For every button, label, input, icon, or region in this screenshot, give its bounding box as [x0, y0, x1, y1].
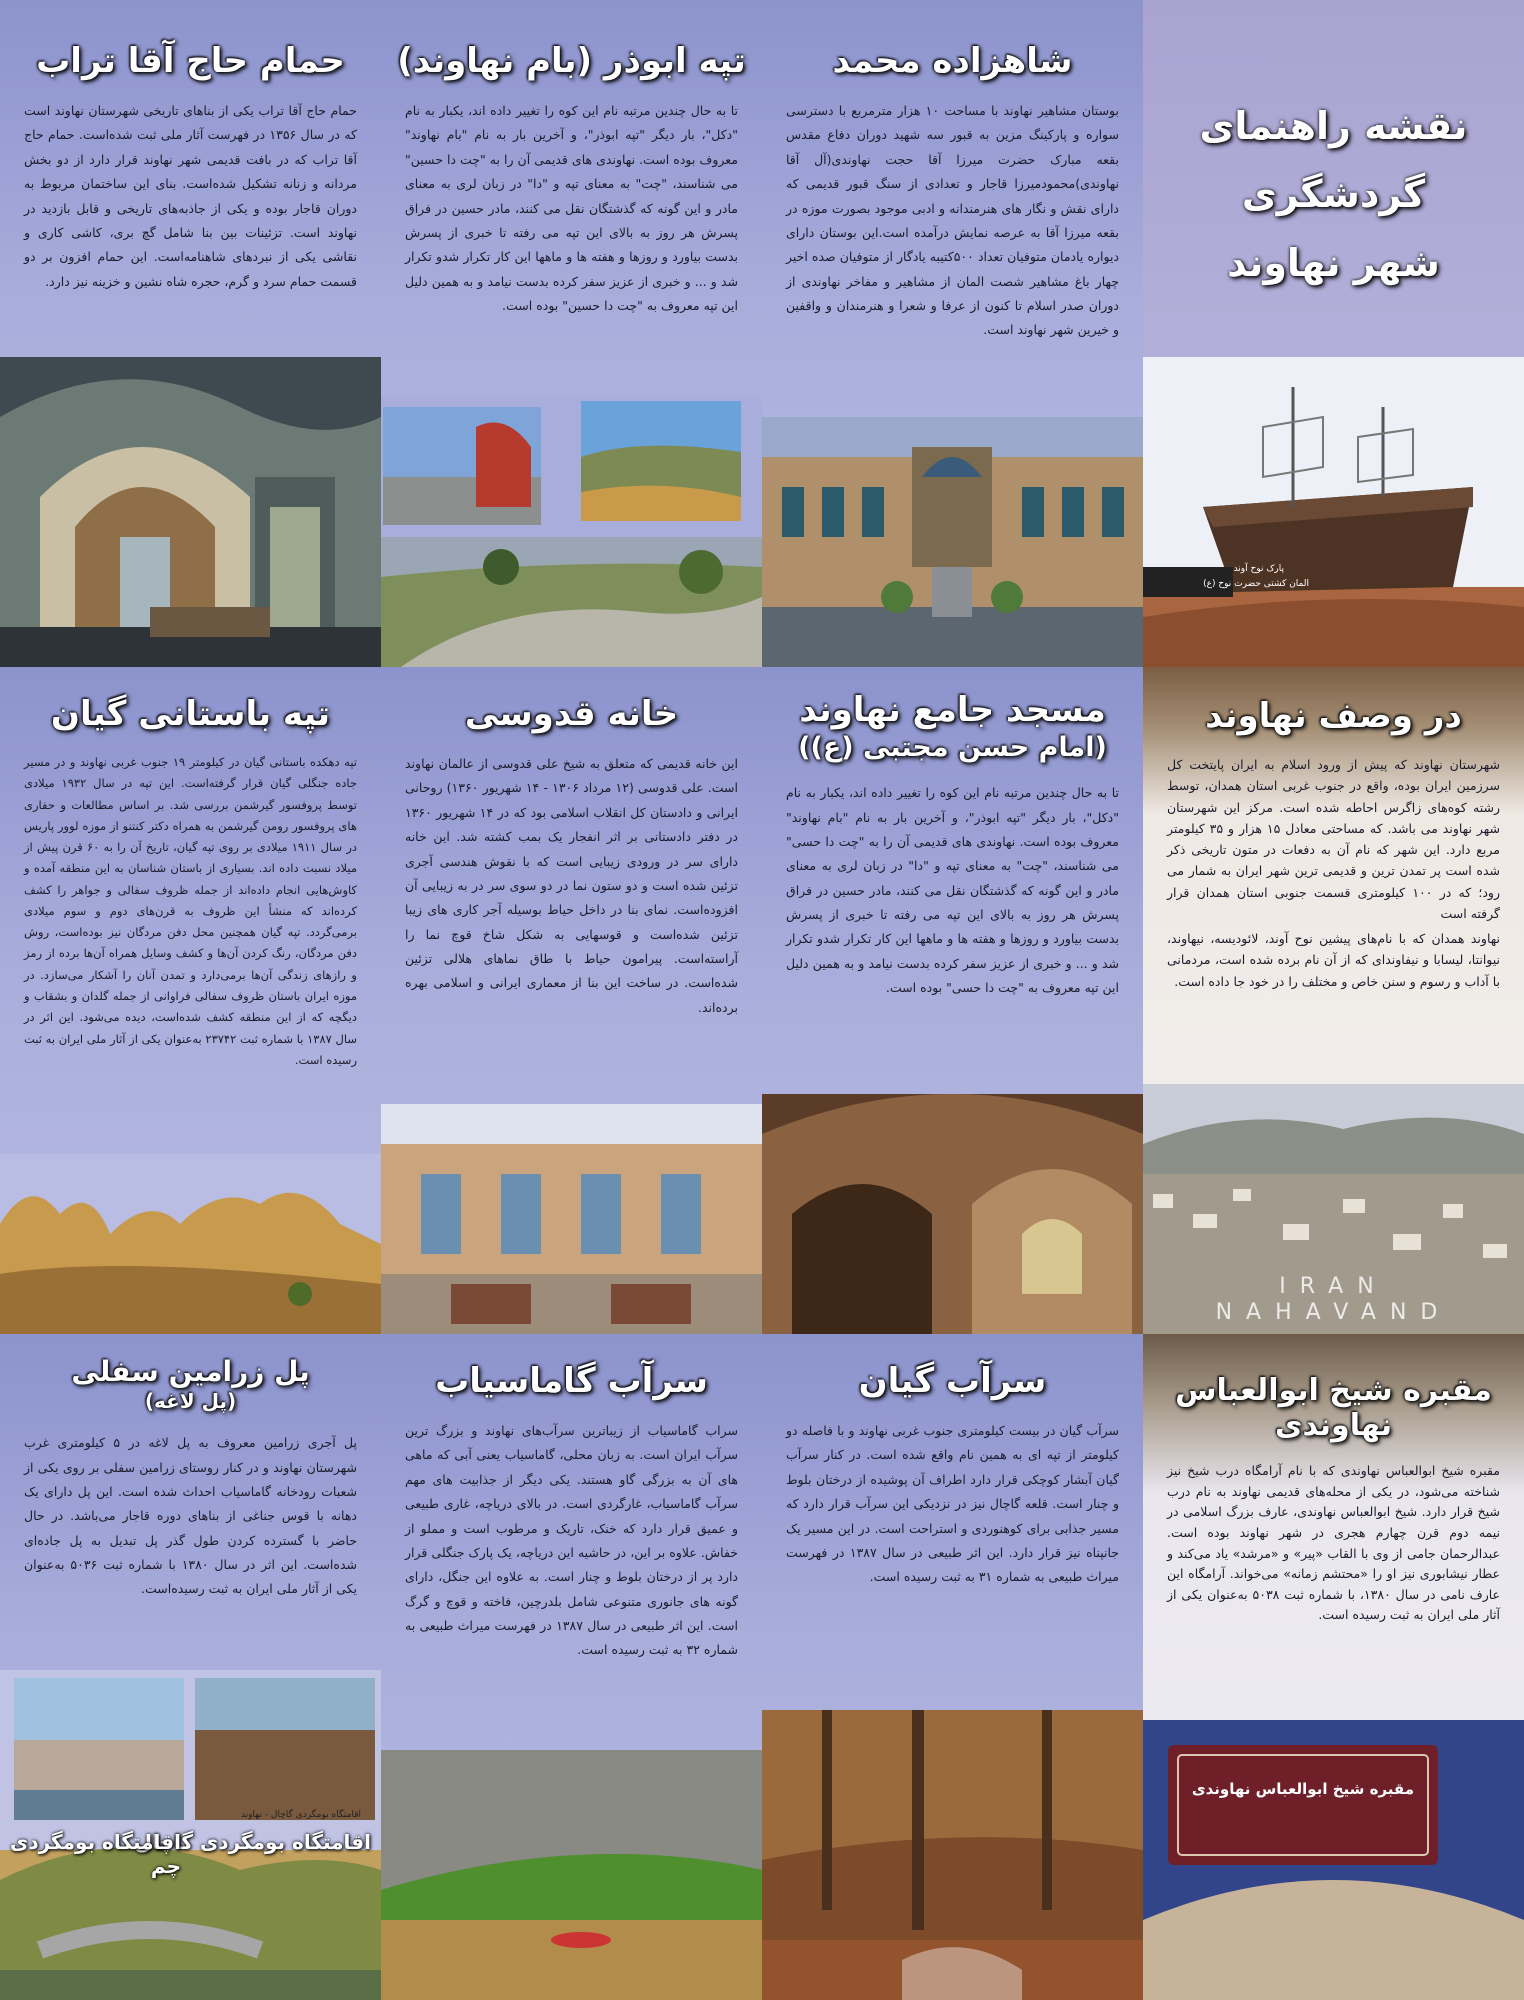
ghodsi-photo — [381, 1104, 762, 1334]
sarab-giyan-text: سرآب گیان در بیست کیلومتری جنوب غربی نهاوند و با فاصله دو کیلومتر از تپه ای به همین نام واقع شده است. در کنار سرآب گیان آبشار کوچکی قرار دارد اطراف آن پوشیده از درختان بلوط و چنار است. قلعه گاچال نیز در نزدیکی این سرآب قرار دارد که مسیر جذابی برای کوهنوردی و استراحت است. در این مسیر یک جانپناه نیز قرار دارد. این اثر طبیعی در سال ۱۳۸۷ در فهرست میراث طبیعی به شماره ۳۱ به ثبت رسیده است. — [786, 1423, 1119, 1585]
title-line1: نقشه راهنمای گردشگری — [1199, 104, 1468, 217]
label-cham: اقامتگاه بومگردی چم — [9, 1830, 181, 1878]
panel-title — [1143, 0, 1524, 667]
giyan-hill-title: تپه باستانی گیان — [50, 694, 331, 734]
panel-gamasiab — [381, 1334, 762, 2000]
panel-shazadeh — [762, 0, 1143, 667]
ark-caption2: المان کشتی حضرت نوح (ع) — [1203, 579, 1309, 589]
panel-sarab-giyan — [762, 1334, 1143, 2000]
zarramin-small-caption: اقامتگاه بومگردی گاچال - نهاوند — [240, 1810, 361, 1820]
hammam-title: حمام حاج آقا تراب — [36, 41, 345, 81]
zarramin-title — [0, 1334, 381, 1421]
watermark-iran: IRAN — [1279, 1274, 1388, 1299]
vasf-city-photo — [1143, 1084, 1524, 1334]
vasf-text1: شهرستان نهاوند که پیش از ورود اسلام به ایران پایتخت کل سرزمین ایران بوده، واقع در جنوب غربی استان همدان، توسط رشته کوه‌های زاگرس احاطه شده است. مرکز این شهرستان شهر نهاوند می باشد. که مساحتی معادل ۱۵ هزار و ۳۵ کیلومتر مربع دارد. این شهر که نام آن به دفعات در متون تاریخی ذکر شده است پر تمدن ترین و قدیمی ترین شهر ایران به شمار می رود؛ که در ۱۰۰ کیلومتری قسمت جنوبی استان همدان قرار گرفته است — [1167, 757, 1500, 921]
sarab-giyan-photo — [762, 1710, 1143, 2000]
panel-ghodsi — [381, 667, 762, 1334]
giyan-hill-photo — [0, 1154, 381, 1334]
panel-abuzar — [381, 0, 762, 667]
hammam-text: حمام حاج آقا تراب یکی از بناهای تاریخی شهرستان نهاوند است که در سال ۱۳۵۶ در فهرست آثار ملی ثبت شده‌است. حمام حاج آقا تراب که در بافت قدیمی شهر نهاوند قرار دارد از دو بخش مردانه و زنانه تشکیل شده‌است. بنای این ساختمان مربوط به دوران قاجار بوده و یکی از جاذبه‌های تاریخی و قابل بازدید در نهاوند است. تزئینات بین بنا شامل گچ بری، کاشی کاری و نقاشی یکی از نبردهای شاهنامه‌است. این حمام افزون بر دو قسمت حمام سرد و گرم، حجره شاه نشین و خزینه نیز دارد. — [24, 103, 357, 289]
panel-zarramin — [0, 1334, 381, 2000]
hammam-photo — [0, 357, 381, 667]
gamasiab-text: سراب گاماسیاب از زیباترین سرآب‌های نهاوند و بزرگ ترین سرآب ایران است. به زبان محلی، گاماسیاب یعنی آبی که ماهی های آن به بزرگی گاو هستند. یکی دیگر از جذابیت های مهم سرآب گاماسیاب، غارگردی است. در بالای دریاچه، غاری طبیعی و عمیق قرار دارد که خنک، تاریک و مرطوب است و مملو از خفاش. علاوه بر این، در حاشیه این دریاچه، یک پارک جنگلی قرار دارد پر از درختان بلوط و چنار است. به علاوه این جنگل، دارای گونه های جانوری متنوعی شامل بلدرچین، فاخته و قوچ و گرگ است. این اثر طبیعی در سال ۱۳۸۷ در فهرست میراث طبیعی به شماره ۳۲ به ثبت رسیده است. — [405, 1423, 738, 1658]
giyan-hill-text: تپه دهکده باستانی گیان در کیلومتر ۱۹ جنوب غربی نهاوند و در مسیر جاده جنگلی گیان قرار گرفته‌است. این تپه در سال ۱۹۳۲ میلادی توسط پروفسور گیرشمن بررسی شد. بر اساس مطالعات و حفاری های پروفسور رومن گیرشمن به همراه دکتر کنتنو از موزه لوور پاریس در سال ۱۹۱۱ میلادی بر روی تپه گیان، تاریخ آن را به ۶۰ قرن پیش از میلاد نسبت داده اند. بسیاری از باستان شناسان به این منطقه آمده و کاوش‌هایی انجام داده‌اند از جمله ظروف سفالی و جواهر را کشف کرده‌اند که منشأ این ظروف به قرن‌های دوم و سوم میلادی برمی‌گردد. تپه گیان همچنین محل دفن مردگان نیز بوده‌است، روش دفن مردگان، رنگ کردن آن‌ها و کشف وسایل همراه آن‌ها برده از رمز و رازهای زندگی آن‌ها برمی‌دارد و تمدن آنان را آشکار می‌سازد. در موزه ایران باستان ظروف سفالی فراوانی از جمله گلدان و بشقاب و دیگچه که از این منطقه کشف شده‌است، دیده می‌شود. این اثر در سال ۱۳۸۷ با شماره ثبت ۲۳۷۴۲ به‌عنوان یکی از آثار ملی ایران به ثبت رسیده است. — [24, 755, 358, 1067]
zarramin-text: پل آجری زرامین معروف به پل لاغه در ۵ کیلومتری غرب شهرستان نهاوند و در کنار روستای زرامین سفلی بر روی یکی از شعبات رودخانه گاماسیاب احداث شده است. این پل دارای یک دهانه با قوس جناغی از بناهای دوره قاجار می‌باشد. در حال حاضر با گسترده کردن طول گذر پل تبدیل به پل جاده‌ای شده‌است. این اثر در سال ۱۳۸۰ با شماره ثبت ۵۰۳۶ به‌عنوان یکی از آثار ملی ایران به ثبت رسیده‌است. — [24, 1435, 357, 1597]
panel-giyan-hill — [0, 667, 381, 1334]
shazadeh-text: بوستان مشاهیر نهاوند با مساحت ۱۰ هزار مترمربع با دسترسی سواره و پارکینگ مزین به قبور سه شهید دوران دفاع مقدس بقعه مبارک حضرت میرزا آقا حجت نهاوندی(آل آقا نهاوندی)محمودمیرزا قاجار و تعدادی از سنگ قبور قدیمی که دارای نقش و نگار های هنرمندانه و ادبی موجود بصورت موزه در بقعه میرزا آقا به عرصه نمایش درآمده است.این بوستان دارای دیواره یادمان متوفیان تعداد ۵۰۰کتیبه یادگار از متوفیان صده اخیر چهار باغ مشاهیر شصت المان از مشاهیر و مفاخر نهاوندی از دوران صدر اسلام تا کنون از عرفا و شعرا و هنرمندان و واقفین و خیرین شهر نهاوند است. — [786, 103, 1120, 338]
ark-photo — [1143, 357, 1524, 667]
panel-vasf — [1143, 667, 1524, 1334]
label-gachal: اقامتگاه بومگردی گاچال — [134, 1830, 371, 1854]
brochure-title — [1143, 0, 1524, 317]
abolabbas-title: مقبره شیخ ابوالعباس نهاوندی — [1175, 1373, 1492, 1443]
shazadeh-title: شاهزاده محمد — [832, 41, 1073, 81]
zarramin-photos — [0, 1670, 381, 2000]
abolabbas-text: مقبره شیخ ابوالعباس نهاوندی که با نام آرامگاه درب شیخ نیز شناخته می‌شود، در یکی از محله‌های قدیمی نهاوند به نام درب شیخ قرار دارد. شیخ ابوالعباس نهاوندی، عارف بزرگ اسلامی در نیمه دوم قرن چهارم هجری در شهر نهاوند بوده است. عبدالرحمان جامی از وی با القاب «پیر» و «مرشد» یاد می‌کند و عطار نیشابوری نیز او را «محتشم زمانه» می‌خواند. آرامگاه این عارف نامی در سال ۱۳۸۰، با شماره ثبت ۵۰۳۸ به‌عنوان یکی از آثار ملی ایران به ثبت رسیده است. — [1167, 1463, 1500, 1623]
ghodsi-text: این خانه قدیمی که متعلق به شیخ علی قدوسی از عالمان نهاوند است. علی قدوسی (۱۲ مرداد ۱۳۰۶ - ۱۴ شهریور ۱۳۶۰) روحانی ایرانی و دادستان کل انقلاب اسلامی بود که در ۱۴ شهریور ۱۳۶۰ در دفتر دادستانی بر اثر انفجار یک بمب کشته شد. این خانه دارای سر در ورودی زیبایی است که با نقوش هندسی آجری تزئین شده است و دو ستون نما در دو سوی سر در به زیبایی آن افزوده‌است. نمای بنا در داخل حیاط بوسیله آجر کاری های زیبا تزئین شده‌است و قوسهایی به شکل شاخ قوچ نما را آراسته‌است. پیرامون حیاط با طاق نماهای هلالی تزئین شده‌است. در ساخت این بنا از معماری ایرانی و اسلامی بهره برده‌اند. — [405, 756, 738, 1015]
panel-abolabbas — [1143, 1334, 1524, 2000]
title-line2: شهر نهاوند — [1227, 240, 1440, 285]
masjed-title — [762, 667, 1143, 771]
vasf-text2: نهاوند همدان که با نام‌های پیشین نوح آوند، لائودیسه، نیهاوند، نیوانتا، لیسابا و نیفاوندای که از آن نام برده شده است، مردمانی با آداب و رسوم و سنن خاص و مختلف را در خود جا داده است. — [1167, 931, 1500, 989]
gamasiab-title: سرآب گاماسیاب — [435, 1361, 708, 1401]
abuzar-text: تا به حال چندین مرتبه نام این کوه را تغییر داده اند، یکبار به نام "دکل"، بار دیگر "تپه ابوذر"، و آخرین بار به نام "بام نهاوند" معروف بوده است. نهاوندی های قدیمی آن را به "چت دا حسین" می شناسند، "چت" به معنای تپه و "دا" در زبان لری به معنای مادر و این گونه که گذشتگان نقل می کنند، مادر حسین در فراق پسرش هر روز به بالای این تپه می رفته تا خبری از پسرش بدست بیاورد و روزها و هفته ها و ماهها این کار تکرار شدو تکرار شد و ... و خبری از عزیز سفر کرده بدست نیامد و به همین دلیل این تپه معروف به "چت دا حسین" بوده است. — [405, 103, 738, 314]
masjed-photo — [762, 1094, 1143, 1334]
ark-caption1: پارک نوح آوند — [1233, 564, 1284, 574]
zarramin-subtitle: (پل لاغه) — [144, 1389, 237, 1414]
sarab-giyan-title: سرآب گیان — [858, 1361, 1047, 1401]
masjed-title-main: مسجد جامع نهاوند — [799, 690, 1106, 730]
masjed-text: تا به حال چندین مرتبه نام این کوه را تغییر داده اند، یکبار به نام "دکل"، بار دیگر "تپه ابوذر"، و آخرین بار به نام "بام نهاوند" معروف بوده است. نهاوندی های قدیمی آن را به "چت دا حسی" می شناسند، "چت" به معنای تپه و "دا" در زبان لری به معنای مادر و این گونه که گذشتگان نقل می کنند، مادر حسین در فراق پسرش هر روز به بالای این تپه می رفته تا خبری از پسرش بدست بیاورد و روزها و هفته ها و ماهها این کار تکرار شدو تکرار شد و ... و خبری از عزیز سفر کرده بدست نیامد و به همین دلیل این تپه معروف به "چت دا حسی" بوده است. — [786, 785, 1119, 996]
zarramin-title-main: پل زرامین سفلی — [71, 1355, 310, 1388]
masjed-subtitle: (امام حسن مجتبی (ع)) — [798, 732, 1107, 764]
ghodsi-title: خانه قدوسی — [464, 694, 679, 734]
vasf-title: در وصف نهاوند — [1205, 696, 1462, 736]
abolabbas-photo — [1143, 1720, 1524, 2000]
watermark-nahavand: NAHAVAND — [1215, 1300, 1452, 1325]
abuzar-title: تپه ابوذر (بام نهاوند) — [397, 41, 746, 81]
abolabbas-sign: مقبره شیخ ابوالعباس نهاوندی — [1191, 1780, 1414, 1798]
panel-hammam — [0, 0, 381, 667]
panel-masjed — [762, 667, 1143, 1334]
abuzar-photos — [381, 397, 762, 667]
shazadeh-photo — [762, 417, 1143, 667]
gamasiab-photo — [381, 1750, 762, 2000]
